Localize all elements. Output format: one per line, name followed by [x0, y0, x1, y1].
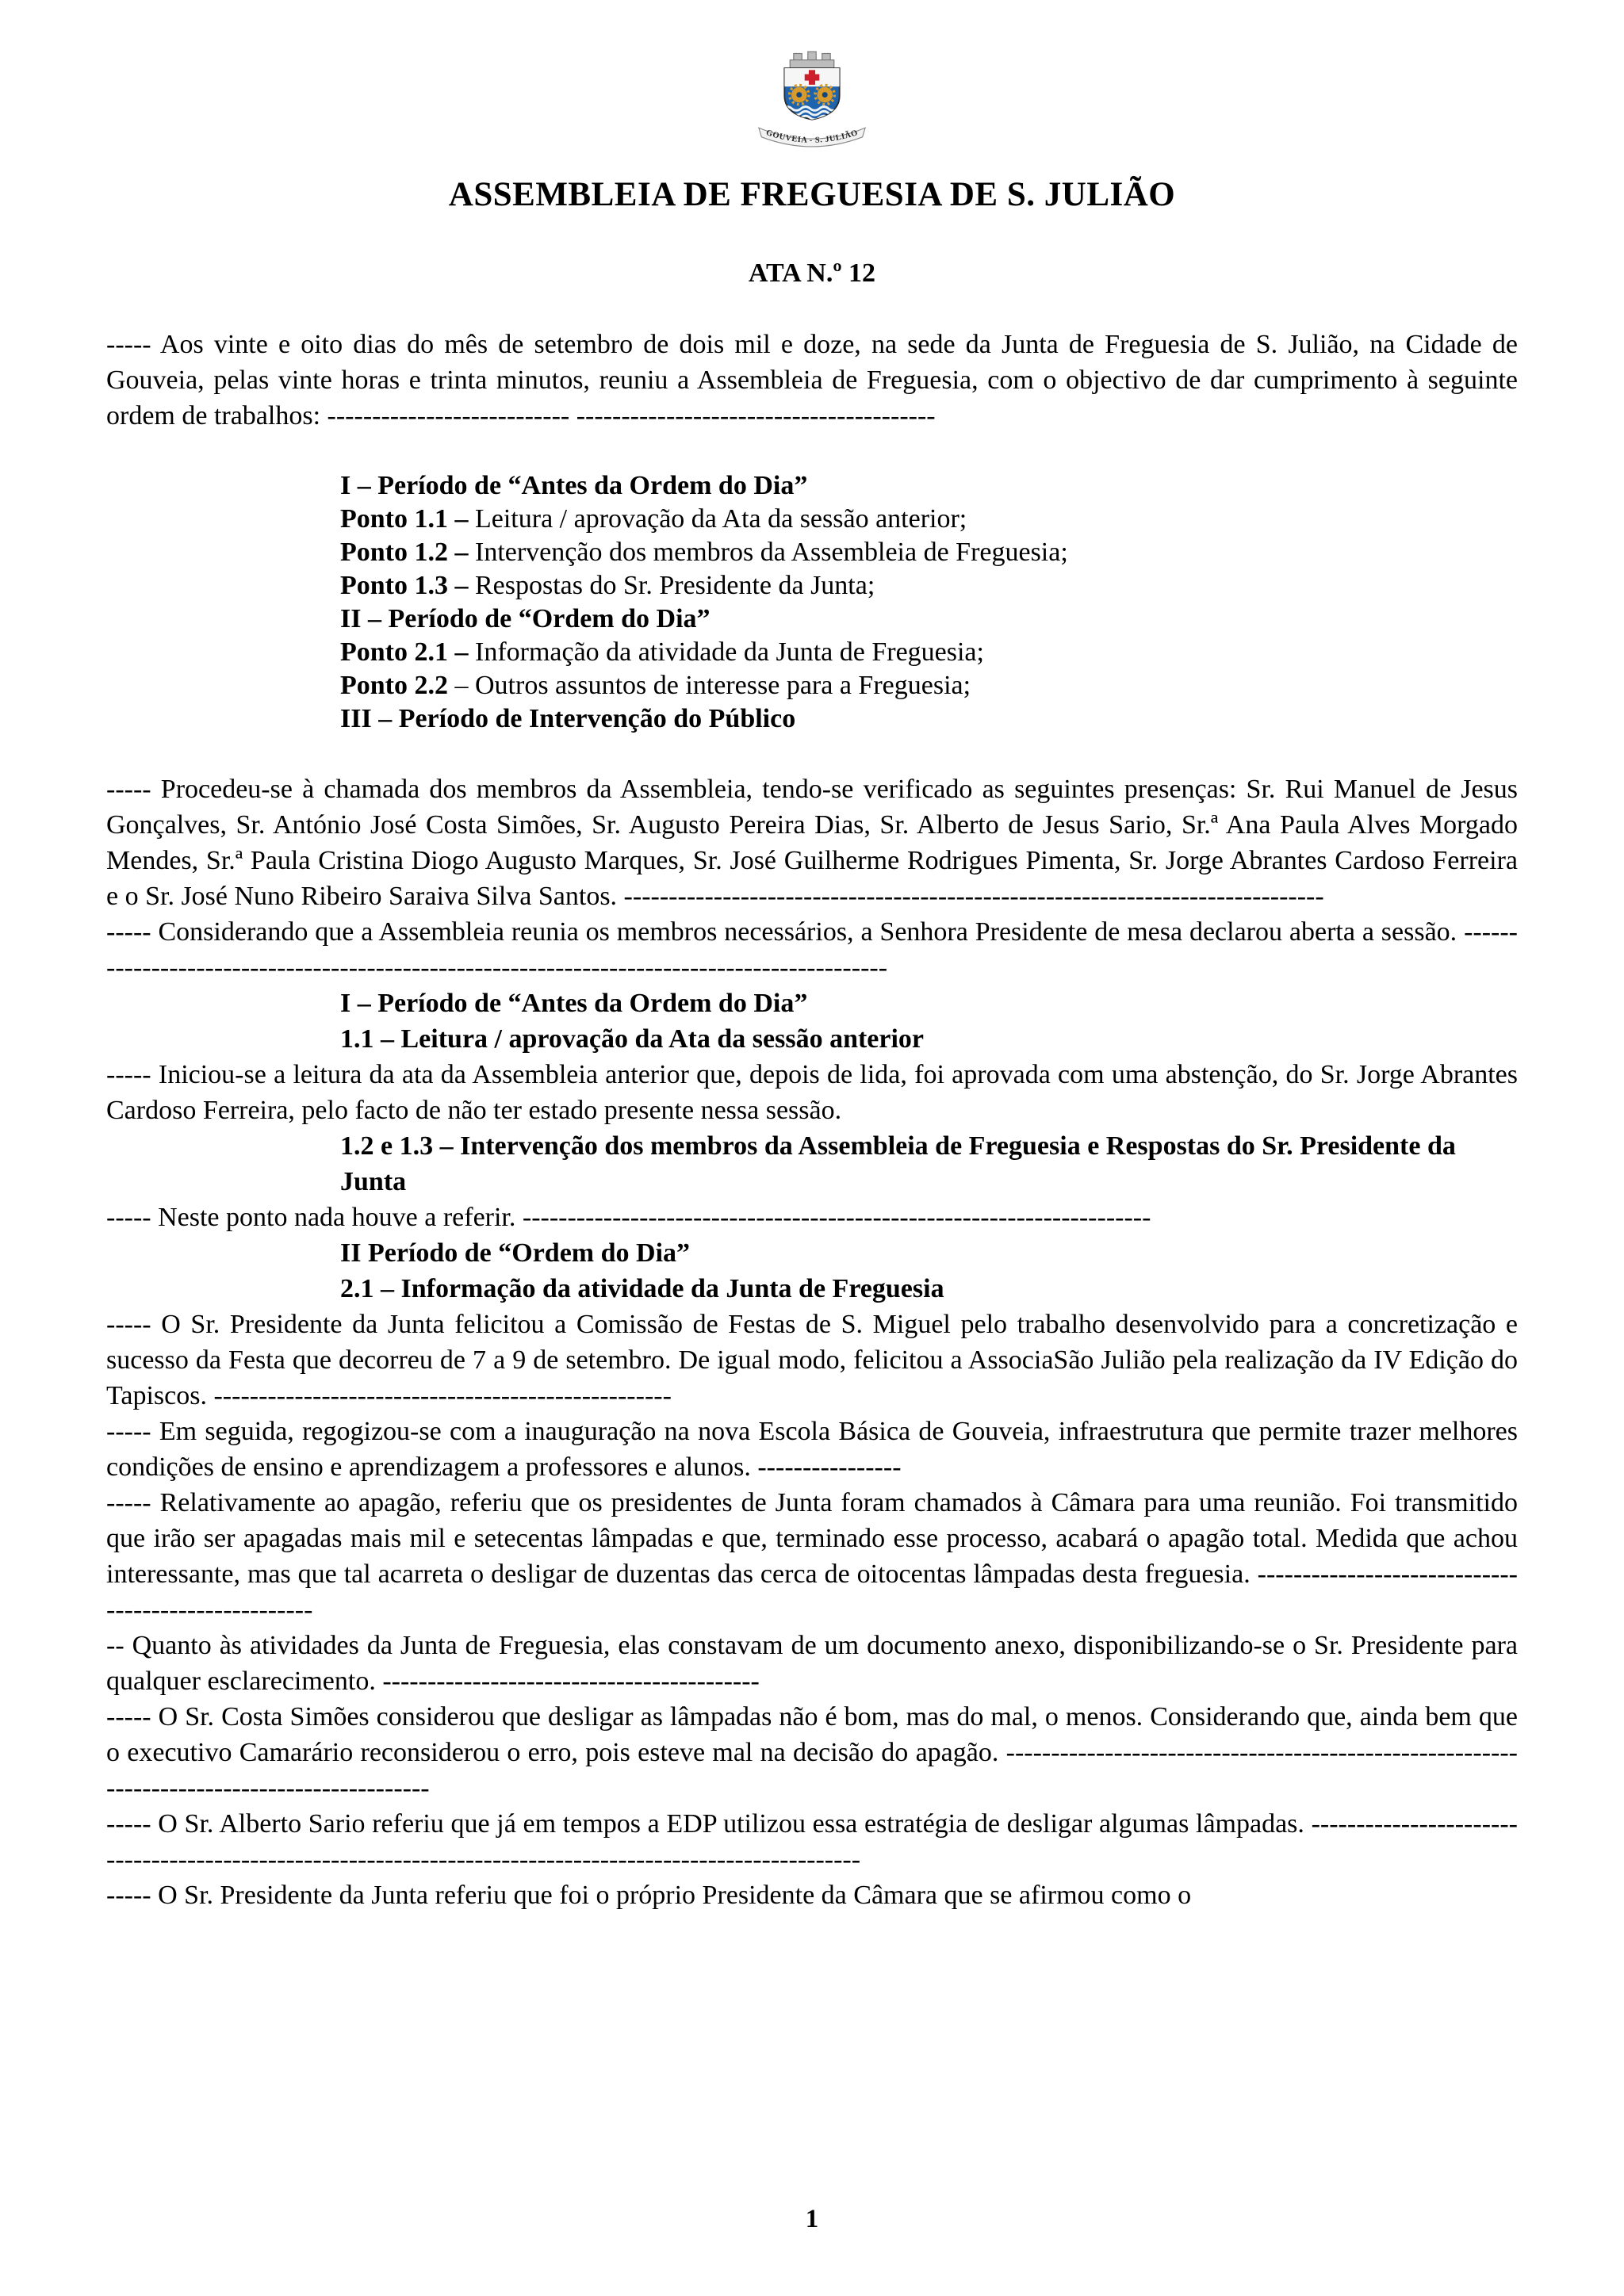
text-run-bold: I – Período de “Antes da Ordem do Dia”	[340, 989, 808, 1018]
text-run-bold: Ponto 1.3 –	[340, 571, 475, 600]
section-heading	[340, 1128, 1518, 1200]
text-run: Intervenção dos membros da Assembleia de Freguesia;	[475, 538, 1068, 567]
paragraph	[106, 1877, 1518, 1913]
agenda-line	[340, 469, 1518, 503]
coat-of-arms	[106, 48, 1518, 163]
document-title: ASSEMBLEIA DE FREGUESIA DE S. JULIÃO	[448, 176, 1176, 213]
text-run-bold: II Período de “Ordem do Dia”	[340, 1238, 691, 1268]
text-run: -- Quanto às atividades da Junta de Freguesia, elas constavam de um documento anexo, disponibilizando-se o Sr. Presidente para qualquer esclarecimento. ------------------------------------------	[106, 1631, 1518, 1696]
paragraph	[106, 1200, 1518, 1235]
text-run: ----- O Sr. Costa Simões considerou que desligar as lâmpadas não é bom, mas do mal, o menos. Considerando que, ainda bem que o executivo Camarário reconsiderou o erro, pois esteve mal na decisão do apagão. ---------------------------------------------------------------------------------------------	[106, 1702, 1518, 1803]
page-number: 1	[805, 2205, 819, 2233]
text-run-bold: 1.1 – Leitura / aprovação da Ata da sessão anterior	[340, 1024, 925, 1054]
text-run: ----- O Sr. Alberto Sario referiu que já em tempos a EDP utilizou essa estratégia de desligar algumas lâmpadas. -----------------------------------------------------------------------------------------------------------	[106, 1809, 1518, 1874]
agenda-line	[340, 603, 1518, 636]
text-run: – Outros assuntos de interesse para a Freguesia;	[454, 671, 971, 700]
text-run: ----- Considerando que a Assembleia reunia os membros necessários, a Senhora Presidente de mesa declarou aberta a sessão. ---------------------------------------------------------------------------------------------	[106, 917, 1518, 982]
mural-crown-icon	[790, 52, 834, 68]
paragraph	[106, 1307, 1518, 1414]
paragraph	[106, 327, 1518, 434]
text-run: ----- Em seguida, regogizou-se com a inauguração na nova Escola Básica de Gouveia, infraestrutura que permite trazer melhores condições de ensino e aprendizagem a professores e alunos. ----------------	[106, 1417, 1518, 1482]
banner-text: GOUVEIA - S. JULIÃO	[764, 128, 860, 145]
section-heading	[340, 1021, 1518, 1057]
text-run: ----- Neste ponto nada houve a referir. ----------------------------------------------------------------------	[106, 1203, 1151, 1232]
text-run-bold: Ponto 2.2	[340, 671, 455, 700]
text-run-bold: 1.2 e 1.3 – Intervenção dos membros da Assembleia de Freguesia e Respostas do Sr. Presidente da Junta	[340, 1131, 1456, 1196]
agenda-line	[340, 536, 1518, 569]
text-run-bold: II – Período de “Ordem do Dia”	[340, 604, 710, 633]
text-run: Leitura / aprovação da Ata da sessão anterior;	[475, 504, 967, 534]
text-run-bold: 2.1 – Informação da atividade da Junta de Freguesia	[340, 1274, 944, 1303]
paragraph	[106, 1628, 1518, 1699]
text-run-bold: Ponto 1.1 –	[340, 504, 475, 534]
paragraph	[106, 771, 1518, 914]
text-run: ----- O Sr. Presidente da Junta felicitou a Comissão de Festas de S. Miguel pelo trabalho desenvolvido para a concretização e sucesso da Festa que decorreu de 7 a 9 de setembro. De igual modo, felicitou a AssociaSão Julião pela realização da IV Edição do Tapiscos. ---------------------------------------------------	[106, 1310, 1518, 1410]
section-heading	[340, 1271, 1518, 1307]
paragraph	[106, 1414, 1518, 1485]
text-run: ----- Iniciou-se a leitura da ata da Assembleia anterior que, depois de lida, foi aprovada com uma abstenção, do Sr. Jorge Abrantes Cardoso Ferreira, pelo facto de não ter estado presente nessa sessão.	[106, 1060, 1518, 1125]
coat-of-arms-graphic	[748, 48, 876, 159]
text-run-bold: Ponto 1.2 –	[340, 538, 475, 567]
document-subtitle: ATA N.º 12	[748, 258, 876, 288]
text-run-bold: III – Período de Intervenção do Público	[340, 704, 796, 733]
text-run: ----- O Sr. Presidente da Junta referiu que foi o próprio Presidente da Câmara que se afirmou como o	[106, 1881, 1192, 1910]
text-run-bold: Ponto 2.1 –	[340, 637, 475, 667]
text-run: ----- Procedeu-se à chamada dos membros da Assembleia, tendo-se verificado as seguintes presenças: Sr. Rui Manuel de Jesus Gonçalves, Sr. António José Costa Simões, Sr. Augusto Pereira Dias, Sr. Alberto de Jesus Sario, Sr.ª Ana Paula Alves Morgado Mendes, Sr.ª Paula Cristina Diogo Augusto Marques, Sr. José Guilherme Rodrigues Pimenta, Sr. Jorge Abrantes Cardoso Ferreira e o Sr. José Nuno Ribeiro Saraiva Silva Santos. ------------------------------------------------------------------------------	[106, 775, 1518, 911]
paragraph	[106, 1057, 1518, 1128]
agenda-block	[340, 469, 1518, 736]
agenda-line	[340, 702, 1518, 736]
paragraph	[106, 1485, 1518, 1628]
section-heading	[340, 1235, 1518, 1271]
paragraph	[106, 1806, 1518, 1877]
agenda-line	[340, 669, 1518, 702]
agenda-line	[340, 569, 1518, 603]
text-run-bold: I – Período de “Antes da Ordem do Dia”	[340, 471, 808, 500]
text-run: Respostas do Sr. Presidente da Junta;	[475, 571, 875, 600]
agenda-line	[340, 636, 1518, 669]
paragraph	[106, 1699, 1518, 1806]
text-run: ----- Relativamente ao apagão, referiu que os presidentes de Junta foram chamados à Câmara para uma reunião. Foi transmitido que irão ser apagadas mais mil e setecentas lâmpadas e que, terminado esse processo, acabará o apagão total. Medida que achou interessante, mas que tal acarreta o desligar de duzentas das cerca de oitocentas lâmpadas desta freguesia. ----------------------------------------------------	[106, 1488, 1518, 1624]
section-heading	[340, 985, 1518, 1021]
paragraph	[106, 914, 1518, 985]
document-body	[106, 327, 1518, 1913]
text-run: Informação da atividade da Junta de Freguesia;	[475, 637, 984, 667]
text-run: ----- Aos vinte e oito dias do mês de setembro de dois mil e doze, na sede da Junta de Freguesia de S. Julião, na Cidade de Gouveia, pelas vinte horas e trinta minutos, reuniu a Assembleia de Freguesia, com o objectivo de dar cumprimento à seguinte ordem de trabalhos: --------------------------- ----------------------------------------	[106, 330, 1518, 430]
agenda-line	[340, 503, 1518, 536]
